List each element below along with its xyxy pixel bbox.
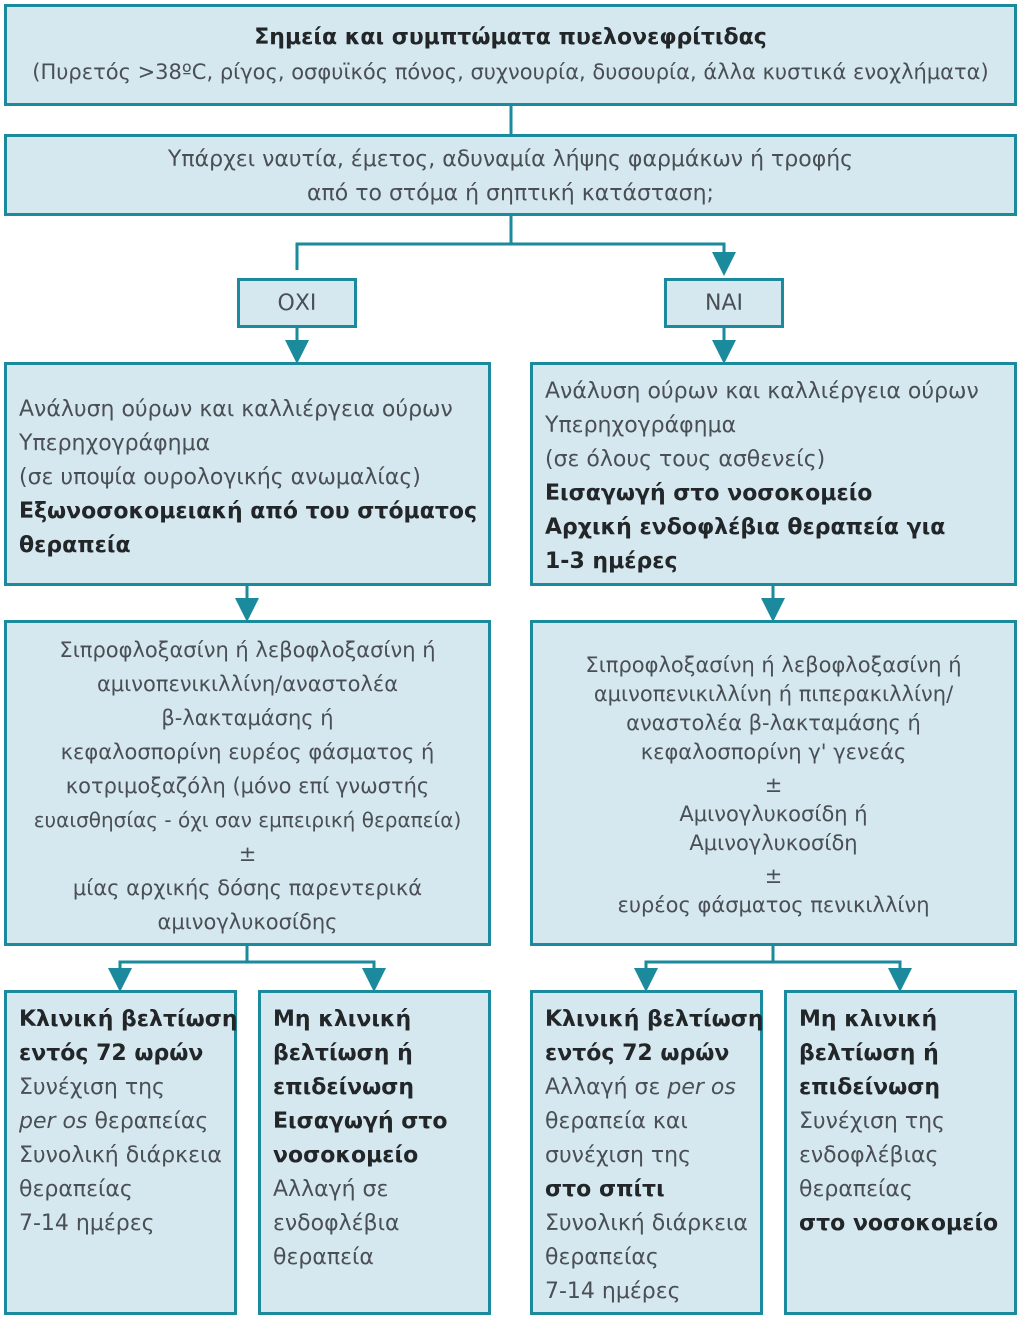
no-therapy-plusminus: ± bbox=[238, 842, 257, 866]
no-therapy-line-6: ευαισθησίας - όχι σαν εμπειρική θεραπεία) bbox=[33, 808, 462, 832]
no-therapy-line-3: β-λακταμάσης ή bbox=[161, 706, 334, 730]
yes-worse-line-2: ενδοφλέβιας bbox=[799, 1143, 939, 1168]
yes-therapy-line-1: Σιπροφλοξασίνη ή λεβοφλοξασίνη ή bbox=[585, 653, 962, 677]
yes-improve-per-os: per os bbox=[667, 1075, 736, 1100]
yes-improve-at-home: στο σπίτι bbox=[545, 1177, 665, 1202]
no-workup-ultrasound: Υπερηχογράφημα bbox=[19, 431, 211, 456]
yes-branch-therapy-box bbox=[530, 620, 1017, 946]
yes-improve-line-6: 7-14 ημέρες bbox=[545, 1279, 681, 1304]
no-branch-improvement-box bbox=[4, 990, 237, 1315]
no-worse-line-1: Αλλαγή σε bbox=[273, 1177, 389, 1202]
no-improve-line-5: 7-14 ημέρες bbox=[19, 1211, 155, 1236]
no-improve-per-os: per os bbox=[19, 1109, 88, 1134]
yes-label: ΝΑΙ bbox=[664, 278, 784, 328]
no-worse-admission-2: νοσοκομείο bbox=[273, 1143, 419, 1168]
no-branch-worsening-box bbox=[258, 990, 491, 1315]
no-worse-line-2: ενδοφλέβια bbox=[273, 1211, 400, 1236]
no-worse-title-2: βελτίωση ή bbox=[273, 1041, 413, 1066]
yes-improve-line-5: θεραπείας bbox=[545, 1245, 659, 1270]
no-workup-urine: Ανάλυση ούρων και καλλιέργεια ούρων bbox=[19, 397, 453, 422]
no-label: ΟΧΙ bbox=[237, 278, 357, 328]
connector-no-therapy-split bbox=[120, 944, 247, 980]
yes-improve-title-2: εντός 72 ωρών bbox=[545, 1041, 730, 1066]
yes-worse-line-3: θεραπείας bbox=[799, 1177, 913, 1202]
yes-branch-workup-box bbox=[530, 362, 1017, 586]
yes-therapy-plusminus-2: ± bbox=[764, 864, 783, 888]
yes-improve-line-4: Συνολική διάρκεια bbox=[545, 1211, 748, 1236]
yes-improve-line-3: συνέχιση της bbox=[545, 1143, 691, 1168]
yes-worse-line-1: Συνέχιση της bbox=[799, 1109, 945, 1134]
no-branch-workup-box bbox=[4, 362, 491, 586]
yes-therapy-plusminus-1: ± bbox=[764, 773, 783, 797]
no-improve-title-1: Κλινική βελτίωση bbox=[19, 1007, 238, 1032]
yes-worse-in-hospital: στο νοσοκομείο bbox=[799, 1211, 999, 1236]
symptoms-title: Σημεία και συμπτώματα πυελονεφρίτιδας bbox=[254, 25, 767, 50]
no-improve-therapy-word: θεραπείας bbox=[87, 1109, 209, 1134]
question-box bbox=[4, 134, 1017, 216]
symptoms-list: (Πυρετός >38ºC, ρίγος, οσφυϊκός πόνος, συχνουρία, δυσουρία, άλλα κυστικά ενοχλήματα) bbox=[32, 60, 989, 84]
yes-workup-iv-therapy: Αρχική ενδοφλέβια θεραπεία για bbox=[545, 515, 946, 540]
yes-therapy-line-7: ευρέος φάσματος πενικιλλίνη bbox=[617, 893, 930, 917]
no-worse-admission-1: Εισαγωγή στο bbox=[273, 1109, 448, 1134]
yes-worse-title-1: Μη κλινική bbox=[799, 1007, 938, 1032]
connector-question-split bbox=[297, 214, 511, 270]
no-branch-therapy-box bbox=[4, 620, 491, 946]
question-line-2: από το στόμα ή σηπτική κατάσταση; bbox=[307, 181, 714, 206]
no-therapy-line-4: κεφαλοσπορίνη ευρέος φάσματος ή bbox=[60, 740, 435, 764]
no-improve-title-2: εντός 72 ωρών bbox=[19, 1041, 204, 1066]
yes-therapy-line-5: Αμινογλυκοσίδη ή bbox=[679, 802, 868, 826]
no-therapy-line-8: αμινογλυκοσίδης bbox=[157, 910, 338, 934]
yes-workup-urine: Ανάλυση ούρων και καλλιέργεια ούρων bbox=[545, 379, 979, 404]
yes-improve-line-2: θεραπεία και bbox=[545, 1109, 688, 1134]
yes-improve-switch-word: Αλλαγή σε bbox=[545, 1075, 668, 1100]
no-improve-line-2 bbox=[19, 1105, 234, 1139]
no-workup-condition: (σε υποψία ουρολογικής ανωμαλίας) bbox=[19, 465, 421, 490]
yes-workup-ultrasound: Υπερηχογράφημα bbox=[545, 413, 737, 438]
yes-improve-line-1 bbox=[545, 1071, 760, 1105]
yes-worse-title-3: επιδείνωση bbox=[799, 1075, 941, 1100]
no-therapy-line-5: κοτριμοξαζόλη (μόνο επί γνωστής bbox=[65, 774, 430, 798]
no-improve-line-1: Συνέχιση της bbox=[19, 1075, 165, 1100]
yes-branch-improvement-box bbox=[530, 990, 763, 1315]
no-therapy-line-7: μίας αρχικής δόσης παρεντερικά bbox=[72, 876, 423, 900]
no-therapy-line-2: αμινοπενικιλλίνη/αναστολέα bbox=[96, 672, 399, 696]
connector-no-therapy-split-right bbox=[247, 962, 374, 980]
yes-therapy-line-3: αναστολέα β-λακταμάσης ή bbox=[626, 711, 921, 735]
no-therapy-line-1: Σιπροφλοξασίνη ή λεβοφλοξασίνη ή bbox=[59, 638, 436, 662]
yes-therapy-line-4: κεφαλοσπορίνη γ' γενεάς bbox=[640, 740, 907, 764]
no-workup-outpatient: Εξωνοσοκομειακή από του στόματος bbox=[19, 499, 478, 524]
no-worse-title-1: Μη κλινική bbox=[273, 1007, 412, 1032]
question-line-1: Υπάρχει ναυτία, έμετος, αδυναμία λήψης φαρμάκων ή τροφής bbox=[167, 147, 854, 172]
yes-therapy-line-2: αμινοπενικιλλίνη ή πιπερακιλλίνη/ bbox=[593, 682, 954, 706]
no-worse-title-3: επιδείνωση bbox=[273, 1075, 415, 1100]
no-workup-therapy: θεραπεία bbox=[19, 533, 131, 558]
connector-question-split-yes bbox=[511, 244, 724, 264]
yes-workup-condition: (σε όλους τους ασθενείς) bbox=[545, 447, 826, 472]
yes-improve-title-1: Κλινική βελτίωση bbox=[545, 1007, 764, 1032]
connector-yes-therapy-split-right bbox=[773, 962, 900, 980]
no-improve-line-4: θεραπείας bbox=[19, 1177, 133, 1202]
no-worse-line-3: θεραπεία bbox=[273, 1245, 374, 1270]
yes-workup-admission: Εισαγωγή στο νοσοκομείο bbox=[545, 481, 873, 506]
yes-worse-title-2: βελτίωση ή bbox=[799, 1041, 939, 1066]
yes-branch-worsening-box bbox=[784, 990, 1017, 1315]
yes-therapy-line-6: Αμινογλυκοσίδη bbox=[689, 831, 858, 855]
yes-workup-duration: 1-3 ημέρες bbox=[545, 549, 678, 574]
connector-yes-therapy-split bbox=[646, 944, 773, 980]
symptoms-box bbox=[4, 4, 1017, 106]
no-improve-line-3: Συνολική διάρκεια bbox=[19, 1143, 222, 1168]
